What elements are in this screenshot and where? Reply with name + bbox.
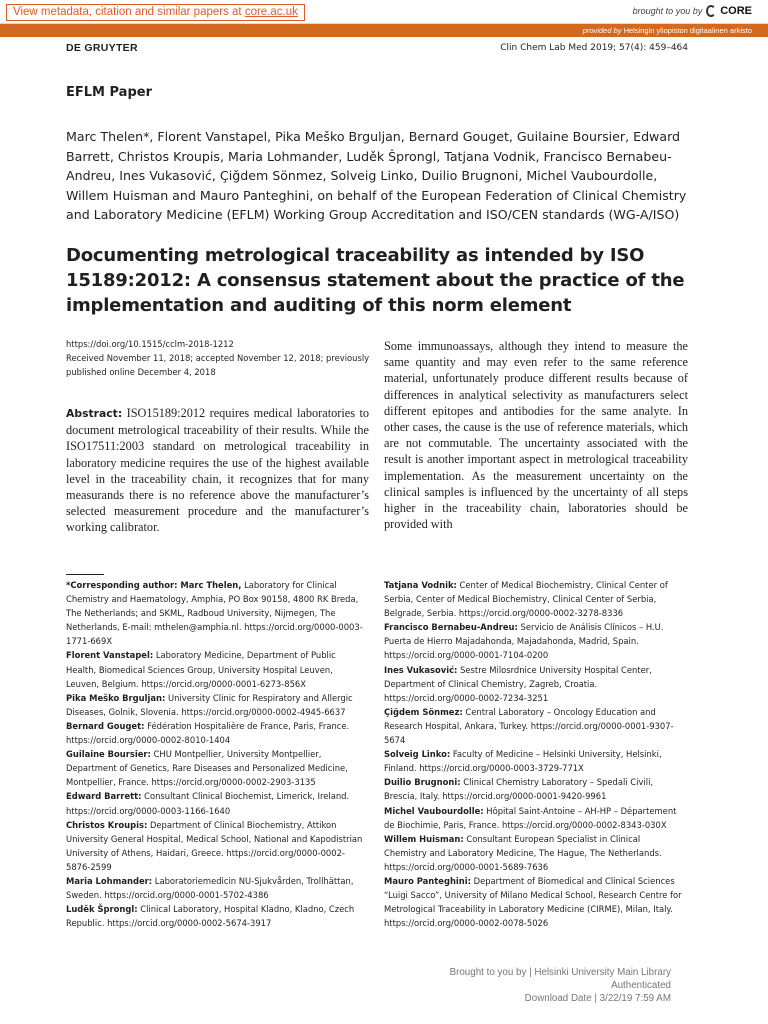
affiliation-name: *Corresponding author: Marc Thelen, [66,580,242,590]
affiliation-item [66,789,366,817]
core-logo-text: CORE [720,5,752,17]
affiliation-item [384,874,684,930]
body-text-right: Some immunoassays, although they intend to measure the same quantity and may even refer to the same reference material, unfortunately produce different results because of differences in analytical selectivity as manufacturers select different epitopes and antibodies for the same analyte. In other cases, the cause is the use of reference materials, which are not commutable. The uncertainty associated with the result is another important aspect in metrological traceability implementation. As the measurement uncertainty on the clinical samples is influenced by the uncertainty of all steps higher in the traceability chain, laboratories should be provided with [384,339,688,532]
affiliation-item [66,874,366,902]
affiliation-text: Sestre Milosrdnice University Hospital Center, Department of Clinical Chemistry, Zagreb, Croatia. https://orcid.org/0000-0002-7234-3251 [384,664,652,703]
core-link-prefix: View metadata, citation and similar papers at [13,6,245,18]
dates-line-2: published online December 4, 2018 [66,367,216,377]
affiliation-item [66,902,366,930]
provided-by-bar [0,24,768,37]
dates-line-1: Received November 11, 2018; accepted November 12, 2018; previously [66,353,370,363]
affiliation-item [66,648,366,690]
core-banner [0,0,768,24]
footer-download-date: Download Date | 3/22/19 7:59 AM [524,993,671,1005]
affiliation-name: Bernard Gouget: [66,720,145,731]
provided-by-label: provided by [582,26,622,35]
brought-by-label: brought to you by [632,6,703,16]
core-logo-icon [706,5,716,17]
affiliation-text: Laboratory Medicine, Department of Public Health, Biomedical Sciences Group, University Hospital Leuven, Leuven, Belgium. https://orcid.org/0000-0001-6273-856X [66,650,336,689]
affiliation-text: Center of Medical Biochemistry, Clinical Center of Serbia, Center of Medical Biochemistry, Clinical Center of Serbia, Belgrade, Serbia. https://orcid.org/0000-0002-3278-8336 [384,580,668,619]
journal-reference: Clin Chem Lab Med 2019; 57(4): 459–464 [500,43,688,53]
affiliations-left [66,578,366,930]
affiliation-text: Clinical Chemistry Laboratory – Spedali Civili, Brescia, Italy. https://orcid.org/0000-0001-9420-9961 [384,777,654,802]
affiliation-name: Francisco Bernabeu-Andreu: [384,622,518,633]
affiliation-item [384,832,684,874]
affiliation-name: Duilio Brugnoni: [384,777,461,788]
affiliation-item [384,663,684,705]
affiliation-text: Laboratory for Clinical Chemistry and Haematology, Amphia, PO Box 90158, 4800 RK Breda, The Netherlands; and SKML, Radboud University, Nijmegen, The Netherlands, E-mail: mthelen@amphia.nl. https://orcid.org/0000-0003-1771-669X [66,580,363,647]
article-type: EFLM Paper [66,85,152,100]
affiliation-item [384,775,684,803]
article-meta [66,337,376,379]
affiliation-name: Christos Kroupis: [66,819,148,830]
affiliation-text: Department of Biomedical and Clinical Sciences “Luigi Sacco”, University of Milano Medical School, Research Centre for Metrological Traceability in Laboratory Medicine (CIRME), Milan, Italy. https://orcid.org/0000-0002-0078-5026 [384,875,682,929]
affiliations-right [384,578,684,930]
core-link-url[interactable]: core.ac.uk [244,6,298,18]
affiliation-name: Tatjana Vodnik: [384,580,457,590]
abstract [66,405,369,536]
core-metadata-link[interactable] [6,4,305,21]
affiliation-item [384,620,684,662]
affiliation-name: Guilaine Boursier: [66,749,151,760]
article-title: Documenting metrological traceability as intended by ISO 15189:2012: A consensus statement about the practice of the implementation and auditing of this norm element [66,245,685,316]
journal-header [66,42,688,56]
affiliation-text: Servicio de Análisis Clínicos – H.U. Puerta de Hierro Majadahonda, Majadahonda, Madrid, Spain. https://orcid.org/0000-0001-7104-0200 [384,622,664,661]
footnote-rule [66,574,104,575]
affiliation-name: Ines Vukasović: [384,664,458,675]
affiliation-text: Hôpital Saint-Antoine – AH-HP – Département de Biochimie, Paris, France. https://orcid.org/0000-0002-8343-030X [384,805,677,830]
affiliation-item [66,719,366,747]
affiliation-item [66,818,366,874]
affiliation-item [66,691,366,719]
affiliation-text: CHU Montpellier, University Montpellier, Department of Genetics, Rare Diseases and Personalized Medicine, Montpellier, France. https://orcid.org/0000-0002-2903-3135 [66,749,348,788]
affiliation-text: Department of Clinical Biochemistry, Attikon University General Hospital, Medical School, National and Kapodistrian University of Athens, Haidari, Greece. https://orcid.org/0000-0002-5876-2599 [66,819,363,872]
affiliation-name: Maria Lohmander: [66,875,153,886]
affiliation-item [384,804,684,832]
affiliation-text: Consultant European Specialist in Clinical Chemistry and Laboratory Medicine, The Hague, The Netherlands. https://orcid.org/0000-0001-5689-7636 [384,833,662,872]
affiliation-text: Faculty of Medicine – Helsinki University, Helsinki, Finland. https://orcid.org/0000-0003-3729-771X [384,749,662,774]
footer-brought-by: Brought to you by | Helsinki University Main Library [449,967,671,978]
affiliation-name: Solveig Linko: [384,749,451,760]
affiliation-text: Consultant Clinical Biochemist, Limerick, Ireland. https://orcid.org/0000-0003-1166-1640 [66,791,350,816]
affiliation-name: Michel Vaubourdolle: [384,805,484,816]
affiliation-item [384,747,684,775]
provider-name[interactable]: Helsingin yliopiston digitaalinen arkisto [623,26,752,35]
affiliation-item [66,578,366,648]
affiliation-name: Edward Barrett: [66,791,142,802]
affiliation-name: Luděk Šprongl: [66,904,138,915]
affiliation-text: Laboratoriemedicin NU-Sjukvården, Trollhättan, Sweden. https://orcid.org/0000-0001-5702-4386 [66,875,354,901]
author-list: Marc Thelen*, Florent Vanstapel, Pika Meško Brguljan, Bernard Gouget, Guilaine Boursier, Edward Barrett, Christos Kroupis, Maria Lohmander, Luděk Šprongl, Tatjana Vodnik, Francisco Bernabeu-Andreu, Ines Vukasović, Çiğdem Sönmez, Solveig Linko, Duilio Brugnoni, Michel Vaubourdolle, Willem Huisman and Mauro Panteghini, on behalf of the European Federation of Clinical Chemistry and Laboratory Medicine (EFLM) Working Group Accreditation and ISO/CEN standards (WG-A/ISO) [66,129,687,222]
publisher-logo: DE GRUYTER [66,42,138,54]
download-footer [450,966,671,1006]
affiliation-name: Willem Huisman: [384,833,464,844]
affiliation-name: Çiğdem Sönmez: [384,706,463,717]
affiliation-item [384,705,684,747]
affiliation-text: Fédération Hospitalière de France, Paris, France. https://orcid.org/0000-0002-8010-1404 [66,720,350,746]
affiliation-name: Pika Meško Brguljan: [66,692,166,703]
abstract-label: Abstract: [66,407,123,420]
affiliation-name: Florent Vanstapel: [66,650,154,661]
core-brought-by[interactable] [633,5,752,17]
affiliation-text: Central Laboratory – Oncology Education and Research Hospital, Ankara, Turkey. https://orcid.org/0000-0001-9307-5674 [384,706,674,746]
affiliation-name: Mauro Panteghini: [384,875,471,886]
affiliation-text: Clinical Laboratory, Hospital Kladno, Kladno, Czech Republic. https://orcid.org/0000-0002-5674-3917 [66,904,355,929]
abstract-text: ISO15189:2012 requires medical laboratories to document metrological traceability of their results. While the ISO17511:2003 standard on metrological traceability in laboratory medicine requires the use of the highest available level in the traceability chain, it recognizes that for many measurands there is no reference above the manufacturer’s selected measurement procedure and the manufacturer’s working calibrator. [66,406,370,535]
affiliation-text: University Clinic for Respiratory and Allergic Diseases, Golnik, Slovenia. https://orcid.org/0000-0002-4945-6637 [66,692,353,717]
footer-authenticated: Authenticated [611,980,671,992]
doi-link[interactable]: https://doi.org/10.1515/cclm-2018-1212 [66,339,234,349]
affiliation-item [384,578,684,620]
affiliation-item [66,747,366,789]
